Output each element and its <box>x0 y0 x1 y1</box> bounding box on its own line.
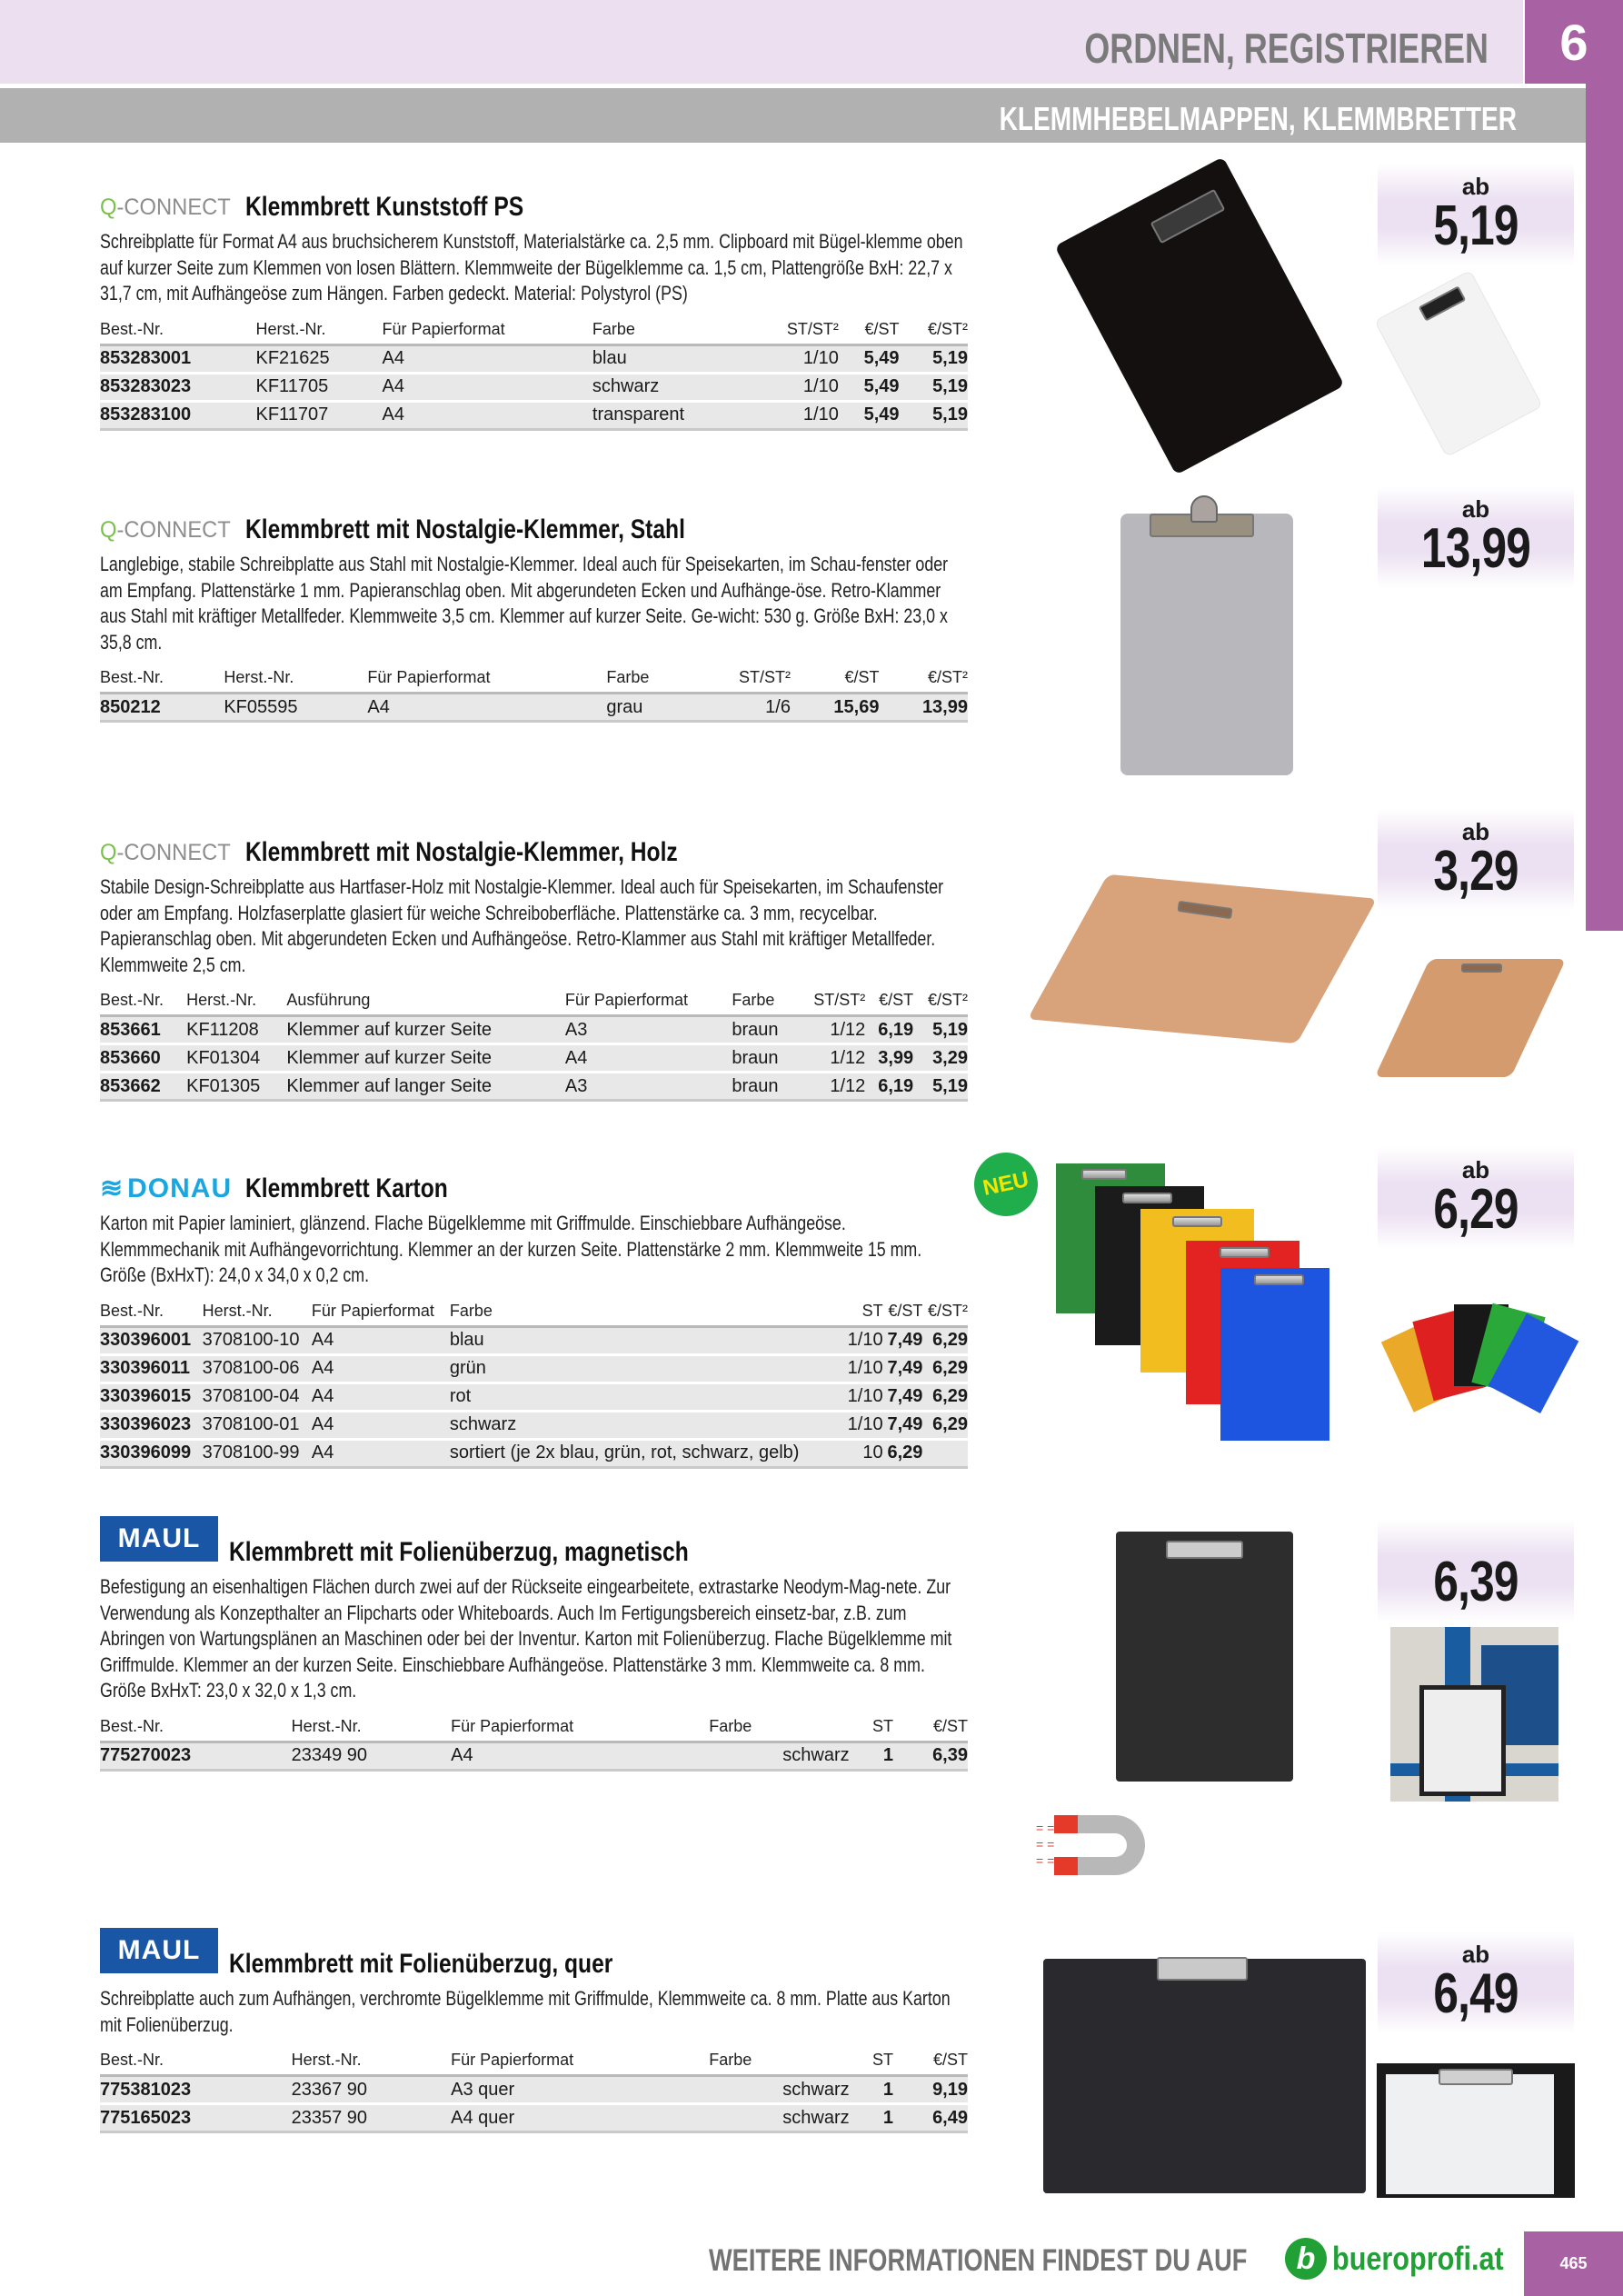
table-cell: A4 <box>367 694 606 722</box>
table-cell: 1/10 <box>843 1383 883 1411</box>
price-badge <box>1378 1147 1574 1249</box>
price-prefix: ab <box>1461 1941 1490 1968</box>
chapter-side-marker <box>1586 84 1623 931</box>
bueroprofi-logo-icon: b <box>1285 2238 1327 2280</box>
product-description: Karton mit Papier laminiert, glänzend. Flache Bügelklemme mit Griffmulde. Einschiebbare Aufhängeöse. Klemmmechanik mit Aufhängevorrichtung. Klemmer an der kurzen Seite. Plattenstärke 2 mm. Klemmweite 15 mm. Größe (BxHxT): 24,0 x 34,0 x 0,2 cm. <box>100 1212 922 1286</box>
price-badge <box>1378 1520 1574 1622</box>
table-row <box>100 1326 968 1354</box>
product-title: Klemmbrett mit Folienüberzug, magnetisch <box>229 1537 689 1567</box>
product-image-transparent-clipboard <box>1390 277 1527 450</box>
table-cell: 3708100-06 <box>203 1354 312 1383</box>
product-image-wood-clipboard-a3 <box>1043 850 1370 1059</box>
price-value: 5,19 <box>1433 195 1518 257</box>
column-header: €/ST² <box>879 664 968 694</box>
table-cell: 3708100-10 <box>203 1326 312 1354</box>
column-header: ST <box>850 1713 893 1742</box>
table-cell: 6,49 <box>893 2104 968 2132</box>
product-description: Langlebige, stabile Schreibplatte aus Stahl mit Nostalgie-Klemmer. Ideal auch für Speisekarten, im Schau-fenster oder am Empfang. Plattenstärke 1 mm. Papieranschlag oben. Mit abgerundeten Ecken und Aufhänge-öse. Retro-Klammer aus Stahl mit kräftiger Metallfeder. Klemmweite 3,5 cm. Klemmer auf kurzer Seite. Ge-wicht: 530 g. Größe BxH: 23,0 x 35,8 cm. <box>100 553 949 654</box>
product-description: Schreibplatte für Format A4 aus bruchsicherem Kunststoff, Materialstärke ca. 2,5 mm. Clipboard mit Bügel-klemme oben auf kurzer Seite zum Klemmen von losen Blättern. Klemmweite der Bügelklemme ca. 1,5 cm, Plattengröße BxH: 22,7 x 31,7 cm, mit Aufhängeöse zum Hängen. Farben gedeckt. Material: Polystyrol (PS) <box>100 230 963 304</box>
table-cell: blau <box>592 344 750 373</box>
table-cell: 9,19 <box>893 2076 968 2104</box>
table-cell: KF11705 <box>256 373 383 401</box>
table-cell: 5,19 <box>900 344 968 373</box>
donau-logo: ≋ DONAU <box>100 1173 233 1203</box>
table-cell: A4 <box>312 1354 450 1383</box>
table-cell: 3,29 <box>913 1044 968 1073</box>
column-header: Farbe <box>709 1713 849 1742</box>
column-header: Best.-Nr. <box>100 2047 292 2076</box>
column-header: €/ST² <box>913 987 968 1016</box>
table-cell: A4 <box>383 373 592 401</box>
table-cell: A3 <box>565 1016 732 1044</box>
column-header: Farbe <box>606 664 690 694</box>
table-cell: 7,49 <box>883 1354 923 1383</box>
table-cell: 853661 <box>100 1016 186 1044</box>
table-cell: schwarz <box>592 373 750 401</box>
column-header: Herst.-Nr. <box>203 1298 312 1327</box>
table-cell: 5,19 <box>913 1073 968 1101</box>
table-row <box>100 1073 968 1101</box>
table-header-row <box>100 2047 968 2076</box>
q-connect-logo: Q-CONNECT <box>100 839 231 865</box>
column-header: €/ST² <box>900 316 968 345</box>
product-klemmbrett-kunststoff <box>100 189 968 431</box>
footer-info-text: WEITERE INFORMATIONEN FINDEST DU AUF <box>709 2243 1248 2278</box>
table-cell: A4 <box>565 1044 732 1073</box>
table-cell: 853662 <box>100 1073 186 1101</box>
column-header: Best.-Nr. <box>100 664 224 694</box>
product-image-magnetic-clipboard <box>1113 1532 1295 1786</box>
column-header: ST/ST² <box>750 316 839 345</box>
product-image-usage-photo <box>1390 1627 1558 1802</box>
column-header: Herst.-Nr. <box>186 987 286 1016</box>
product-image-clipboard-fan <box>1381 1291 1577 1418</box>
table-cell: rot <box>450 1383 843 1411</box>
magnet-icon: = = = = = = <box>1036 1811 1163 1883</box>
table-cell: 7,49 <box>883 1326 923 1354</box>
table-cell: KF01305 <box>186 1073 286 1101</box>
table-cell: Klemmer auf kurzer Seite <box>286 1044 565 1073</box>
table-row <box>100 2104 968 2132</box>
product-klemmbrett-holz <box>100 834 968 1102</box>
table-cell: 6,29 <box>922 1354 968 1383</box>
price-value: 6,49 <box>1433 1962 1518 2025</box>
price-prefix: ab <box>1461 818 1490 845</box>
table-row <box>100 1742 968 1770</box>
table-cell: 6,29 <box>922 1411 968 1439</box>
column-header: Für Papierformat <box>451 1713 709 1742</box>
waves-icon: ≋ <box>100 1173 124 1203</box>
product-table <box>100 316 968 431</box>
table-cell: grau <box>606 694 690 722</box>
product-description: Stabile Design-Schreibplatte aus Hartfaser-Holz mit Nostalgie-Klemmer. Ideal auch für Speisekarten, im Schaufenster oder am Empfang. Holzfaserplatte glasiert für weiche Schreiboberfläche. Plattenstärke ca. 3 mm, recycelbar. Papieranschlag oben. Mit abgerundeten Ecken und Aufhängeöse. Retro-Klammer aus Stahl mit kräftiger Metallfeder. Klemmweite 2,5 cm. <box>100 875 944 976</box>
table-cell: 6,19 <box>865 1073 913 1101</box>
column-header: €/ST <box>839 316 900 345</box>
table-cell: KF11208 <box>186 1016 286 1044</box>
table-cell: A4 <box>383 344 592 373</box>
table-cell: 3,99 <box>865 1044 913 1073</box>
table-cell: 1 <box>850 1742 893 1770</box>
column-header: Best.-Nr. <box>100 987 186 1016</box>
column-header: Best.-Nr. <box>100 1713 292 1742</box>
table-header-row <box>100 987 968 1016</box>
product-description: Schreibplatte auch zum Aufhängen, verchromte Bügelklemme mit Griffmulde, Klemmweite ca. 8 mm. Platte aus Karton mit Folienüberzug. <box>100 1987 951 2036</box>
column-header: Farbe <box>709 2047 849 2076</box>
column-header: Farbe <box>732 987 794 1016</box>
column-header: Best.-Nr. <box>100 316 256 345</box>
table-cell: schwarz <box>709 2104 849 2132</box>
table-cell: Klemmer auf langer Seite <box>286 1073 565 1101</box>
table-cell: 1/12 <box>795 1073 865 1101</box>
price-badge <box>1378 1932 1574 2033</box>
column-header: Herst.-Nr. <box>292 1713 452 1742</box>
column-header: €/ST <box>893 2047 968 2076</box>
product-description: Befestigung an eisenhaltigen Flächen durch zwei auf der Rückseite eingearbeitete, extrastarke Neodym-Mag-nete. Zur Verwendung als Konzepthalter an Flipcharts oder Whiteboards. Auch Im Fertigungsbereich einsetz-bar, z.B. zum Abringen von Wartungsplänen an Maschinen oder bei der Inventur. Karton mit Folienüberzug. Flache Bügelklemme mit Griffmulde. Klemmer an der kurzen Seite. Einschiebbare Aufhängeöse. Plattenstärke 3 mm. Klemmweite ca. 8 mm. Größe BxHxT: 23,0 x 32,0 x 1,3 cm. <box>100 1575 952 1702</box>
table-cell: 853283100 <box>100 401 256 429</box>
column-header: €/ST <box>865 987 913 1016</box>
table-cell: KF01304 <box>186 1044 286 1073</box>
column-header: ST/ST² <box>795 987 865 1016</box>
table-cell: 330396015 <box>100 1383 203 1411</box>
bueroprofi-link[interactable]: bueroprofi.at <box>1332 2240 1504 2277</box>
table-cell: A3 <box>565 1073 732 1101</box>
table-cell: 1/10 <box>750 373 839 401</box>
table-cell: schwarz <box>709 1742 849 1770</box>
column-header: Ausführung <box>286 987 565 1016</box>
table-cell: Klemmer auf kurzer Seite <box>286 1016 565 1044</box>
table-row <box>100 373 968 401</box>
chapter-title: ORDNEN, REGISTRIEREN <box>1084 25 1489 72</box>
table-cell: 6,19 <box>865 1016 913 1044</box>
table-cell: 1/6 <box>690 694 791 722</box>
table-cell: 1/10 <box>843 1326 883 1354</box>
table-cell: 853283023 <box>100 373 256 401</box>
table-cell: 5,49 <box>839 344 900 373</box>
table-cell: 5,19 <box>913 1016 968 1044</box>
table-header-row <box>100 664 968 694</box>
table-cell: 13,99 <box>879 694 968 722</box>
table-cell: 1 <box>850 2104 893 2132</box>
price-badge <box>1378 486 1574 588</box>
table-cell: A4 <box>312 1411 450 1439</box>
price-value: 6,39 <box>1433 1551 1518 1613</box>
table-cell: KF11707 <box>256 401 383 429</box>
column-header: €/ST <box>791 664 879 694</box>
product-table <box>100 664 968 723</box>
q-connect-logo: Q-CONNECT <box>100 194 231 220</box>
product-table <box>100 2047 968 2133</box>
table-header-row <box>100 1713 968 1742</box>
table-cell: 3708100-04 <box>203 1383 312 1411</box>
table-cell: 15,69 <box>791 694 879 722</box>
table-row <box>100 344 968 373</box>
table-cell: grün <box>450 1354 843 1383</box>
table-cell: A4 <box>451 1742 709 1770</box>
q-connect-logo: Q-CONNECT <box>100 516 231 543</box>
column-header: Best.-Nr. <box>100 1298 203 1327</box>
table-cell: A4 <box>312 1326 450 1354</box>
product-title: Klemmbrett Kunststoff PS <box>245 192 524 222</box>
table-cell: 5,19 <box>900 373 968 401</box>
table-row <box>100 1354 968 1383</box>
column-header: Farbe <box>450 1298 843 1327</box>
table-cell: 330396011 <box>100 1354 203 1383</box>
product-image-landscape-with-paper <box>1377 2063 1575 2198</box>
product-table <box>100 987 968 1102</box>
price-prefix: ab <box>1461 495 1490 523</box>
table-cell: 1/10 <box>750 401 839 429</box>
product-title: Klemmbrett mit Nostalgie-Klemmer, Stahl <box>245 514 685 544</box>
table-row <box>100 401 968 429</box>
table-cell: 775381023 <box>100 2076 292 2104</box>
table-cell: 1 <box>850 2076 893 2104</box>
table-row <box>100 2076 968 2104</box>
table-cell: 5,49 <box>839 401 900 429</box>
table-row <box>100 1016 968 1044</box>
table-cell <box>922 1439 968 1467</box>
product-title: Klemmbrett mit Nostalgie-Klemmer, Holz <box>245 837 678 867</box>
table-row <box>100 1044 968 1073</box>
table-cell: 853283001 <box>100 344 256 373</box>
column-header: Für Papierformat <box>451 2047 709 2076</box>
table-cell: 775270023 <box>100 1742 292 1770</box>
product-klemmbrett-karton <box>100 1171 968 1469</box>
table-cell: 1/12 <box>795 1016 865 1044</box>
maul-logo: MAUL <box>100 1928 218 1973</box>
table-row <box>100 1411 968 1439</box>
table-cell: 6,29 <box>883 1439 923 1467</box>
table-cell: 1/10 <box>750 344 839 373</box>
column-header: Herst.-Nr. <box>224 664 367 694</box>
table-cell: 330396001 <box>100 1326 203 1354</box>
table-cell: schwarz <box>709 2076 849 2104</box>
table-cell: 23367 90 <box>292 2076 452 2104</box>
table-cell: 1/10 <box>843 1411 883 1439</box>
table-cell: braun <box>732 1044 794 1073</box>
table-cell: 5,19 <box>900 401 968 429</box>
table-cell: 5,49 <box>839 373 900 401</box>
table-cell: 6,39 <box>893 1742 968 1770</box>
table-cell: A4 <box>312 1439 450 1467</box>
column-header: Farbe <box>592 316 750 345</box>
table-row <box>100 1383 968 1411</box>
table-cell: 330396023 <box>100 1411 203 1439</box>
product-image-landscape-clipboard <box>1041 1950 1368 2195</box>
table-cell: 23357 90 <box>292 2104 452 2132</box>
table-cell: KF05595 <box>224 694 367 722</box>
table-cell: 7,49 <box>883 1383 923 1411</box>
maul-logo: MAUL <box>100 1516 218 1562</box>
product-image-black-clipboard <box>1068 177 1359 450</box>
table-row <box>100 694 968 722</box>
column-header: €/ST² <box>922 1298 968 1327</box>
column-header: €/ST <box>883 1298 923 1327</box>
table-cell: A3 quer <box>451 2076 709 2104</box>
column-header: Herst.-Nr. <box>292 2047 452 2076</box>
table-cell: A4 <box>312 1383 450 1411</box>
page-number: 465 <box>1524 2231 1623 2296</box>
table-cell: KF21625 <box>256 344 383 373</box>
table-cell: 23349 90 <box>292 1742 452 1770</box>
column-header: ST <box>850 2047 893 2076</box>
price-value: 13,99 <box>1420 517 1531 580</box>
new-badge: NEU <box>968 1146 1043 1222</box>
price-badge <box>1378 809 1574 911</box>
column-header: Herst.-Nr. <box>256 316 383 345</box>
table-cell: 6,29 <box>922 1383 968 1411</box>
table-cell: 850212 <box>100 694 224 722</box>
table-header-row <box>100 316 968 345</box>
price-prefix: ab <box>1461 173 1490 200</box>
column-header: ST <box>843 1298 883 1327</box>
product-klemmbrett-quer <box>100 1935 968 2133</box>
table-cell: 775165023 <box>100 2104 292 2132</box>
column-header: ST/ST² <box>690 664 791 694</box>
table-cell: 7,49 <box>883 1411 923 1439</box>
column-header: Für Papierformat <box>367 664 606 694</box>
product-table <box>100 1298 968 1469</box>
column-header: Für Papierformat <box>312 1298 450 1327</box>
table-cell: 330396099 <box>100 1439 203 1467</box>
product-image-steel-clipboard <box>1118 495 1295 777</box>
table-cell: 3708100-01 <box>203 1411 312 1439</box>
chapter-number-tab: 6 <box>1525 0 1623 84</box>
table-cell: 1/12 <box>795 1044 865 1073</box>
price-badge <box>1378 164 1574 265</box>
product-klemmbrett-magnetisch <box>100 1523 968 1772</box>
table-cell: sortiert (je 2x blau, grün, rot, schwarz, gelb) <box>450 1439 843 1467</box>
table-cell: schwarz <box>450 1411 843 1439</box>
table-cell: 10 <box>843 1439 883 1467</box>
price-value: 6,29 <box>1433 1178 1518 1241</box>
table-cell: 6,29 <box>922 1326 968 1354</box>
product-table <box>100 1713 968 1772</box>
column-header: Für Papierformat <box>383 316 592 345</box>
product-image-wood-clipboard-a4 <box>1379 932 1575 1091</box>
price-prefix: ab <box>1461 1156 1490 1183</box>
table-row <box>100 1439 968 1467</box>
table-cell: braun <box>732 1016 794 1044</box>
product-klemmbrett-stahl <box>100 512 968 723</box>
price-value: 3,29 <box>1433 840 1518 903</box>
column-header: €/ST <box>893 1713 968 1742</box>
table-cell: 853660 <box>100 1044 186 1073</box>
product-title: Klemmbrett mit Folienüberzug, quer <box>229 1949 613 1979</box>
table-cell: A4 <box>383 401 592 429</box>
column-header: Für Papierformat <box>565 987 732 1016</box>
table-cell: transparent <box>592 401 750 429</box>
table-cell: A4 quer <box>451 2104 709 2132</box>
table-cell: 3708100-99 <box>203 1439 312 1467</box>
table-cell: blau <box>450 1326 843 1354</box>
table-header-row <box>100 1298 968 1327</box>
product-title: Klemmbrett Karton <box>245 1173 448 1203</box>
table-cell: braun <box>732 1073 794 1101</box>
table-cell: 1/10 <box>843 1354 883 1383</box>
section-title: KLEMMHEBELMAPPEN, KLEMMBRETTER <box>999 100 1517 137</box>
product-image-colored-clipboards <box>1054 1154 1327 1436</box>
